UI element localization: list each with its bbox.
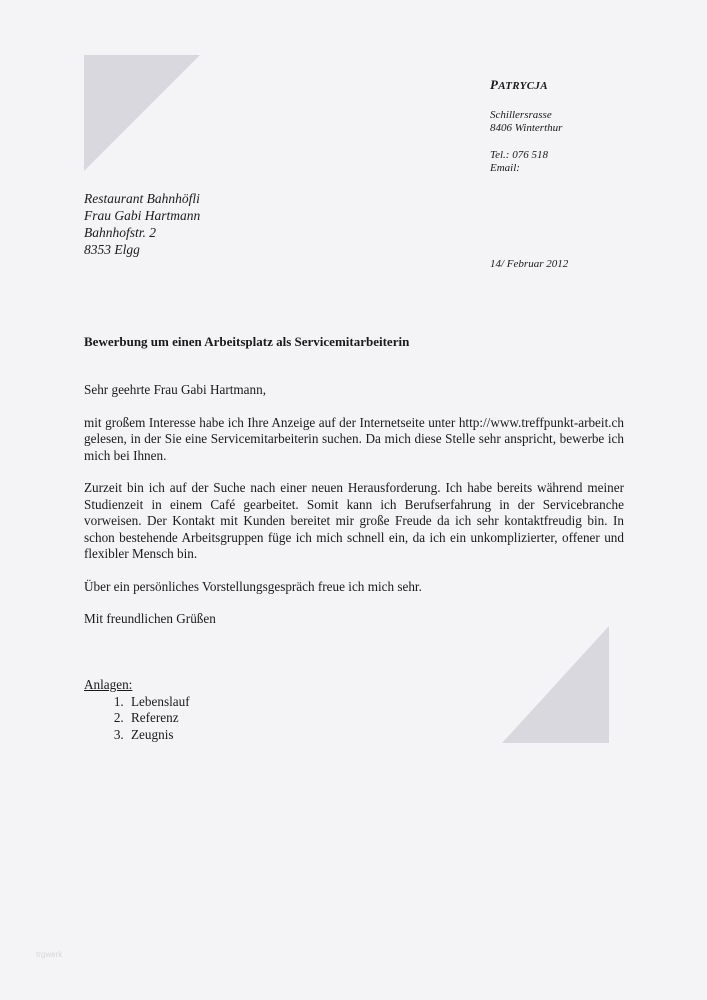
paragraph-interest: mit großem Interesse habe ich Ihre Anzeige auf der Internetseite unter http://www.treffpunkt-arbeit.ch gelesen, in der Sie eine Servicemitarbeiterin suchen. Da mich diese Stelle sehr anspricht, bewerbe ich mich bei Ihnen. [84, 414, 624, 463]
sender-name: PATRYCJA [490, 77, 548, 92]
decorative-triangle-bottom-right [502, 626, 609, 743]
salutation: Sehr geehrte Frau Gabi Hartmann, [84, 382, 266, 397]
recipient-block [84, 190, 200, 258]
letter-body [84, 382, 624, 644]
sender-city: 8406 Winterthur [490, 122, 563, 134]
sender-street: Schillersrasse [490, 109, 552, 121]
attachment-item: 3. Zeugnis [127, 727, 190, 744]
attachments-list [84, 694, 190, 744]
recipient-line: 8353 Elgg [84, 242, 140, 257]
attachment-item: 1. Lebenslauf [127, 694, 190, 711]
letter-date: 14/ Februar 2012 [490, 258, 569, 270]
paragraph-interview: Über ein persönliches Vorstellungsgespräch freue ich mich sehr. [84, 578, 422, 594]
watermark: trgwerk [36, 950, 63, 959]
paragraph-experience: Zurzeit bin ich auf der Suche nach einer neuen Herausforderung. Ich habe bereits während meiner Studienzeit in einem Café gearbeitet. Somit kann ich Berufserfahrung in der Servicebranche vorweisen. Der Kontakt mit Kunden bereitet mir große Freude da ich sehr kontaktfreudig bin. In schon bestehende Arbeitsgruppen füge ich mich schnell ein, da ich ein unkomplizierter, offener und flexibler Mensch bin. [84, 480, 624, 561]
attachments-block [84, 677, 190, 743]
recipient-line: Frau Gabi Hartmann [84, 208, 201, 223]
sender-email: Email: [490, 162, 520, 174]
attachments-heading: Anlagen: [84, 677, 133, 692]
attachment-item: 2. Referenz [127, 710, 190, 727]
recipient-line: Bahnhofstr. 2 [84, 225, 157, 240]
recipient-line: Restaurant Bahnhöfli [84, 191, 200, 206]
letter-subject: Bewerbung um einen Arbeitsplatz als Servicemitarbeiterin [84, 334, 410, 349]
sender-phone: Tel.: 076 518 [490, 149, 548, 161]
closing: Mit freundlichen Grüßen [84, 611, 216, 626]
sender-block [490, 78, 562, 175]
decorative-triangle-top-left [84, 55, 200, 171]
